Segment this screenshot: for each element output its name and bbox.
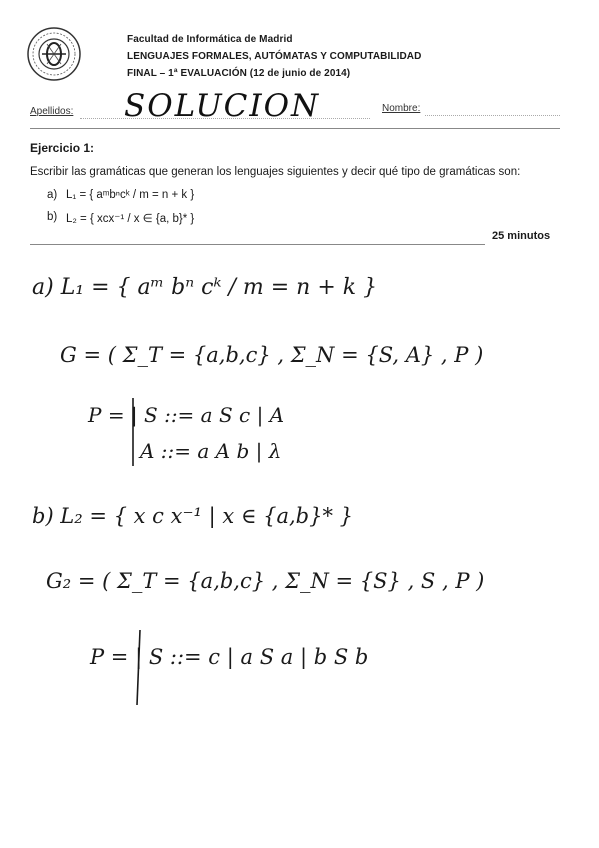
- svg-text:SOLUCION: SOLUCION: [124, 88, 321, 124]
- exercise-statement: Escribir las gramáticas que generan los lenguajes siguientes y decir qué tipo de gramáticas son:: [30, 166, 521, 178]
- item-b-marker: b): [47, 211, 58, 223]
- name-label: Nombre:: [382, 103, 421, 114]
- solution-a-prod2: A ::= a A b | λ: [140, 439, 282, 463]
- solution-a-language: a) L₁ = { aᵐ bⁿ cᵏ / m = n + k }: [32, 275, 378, 300]
- solution-a-grammar: G = ( Σ_T = {a,b,c} , Σ_N = {S, A} , P ): [60, 343, 484, 367]
- course-title: LENGUAJES FORMALES, AUTÓMATAS Y COMPUTABILIDAD: [127, 51, 422, 62]
- exam-title: FINAL – 1ª EVALUACIÓN (12 de junio de 2014): [127, 68, 351, 79]
- solution-a-prod1: P = | S ::= a S c | A: [88, 403, 285, 427]
- time-limit: 25 minutos: [492, 230, 551, 242]
- solution-b-grammar: G₂ = ( Σ_T = {a,b,c} , Σ_N = {S} , S , P ): [46, 569, 485, 593]
- exercise-title: Ejercicio 1:: [30, 141, 95, 155]
- solution-b-prod: P = | S ::= c | a S a | b S b: [90, 645, 369, 669]
- faculty-name: Facultad de Informática de Madrid: [127, 34, 293, 45]
- solution-b-language: b) L₂ = { x c x⁻¹ | x ∈ {a,b}* }: [32, 504, 354, 528]
- item-b-text: L₂ = { xcx⁻¹ / x ∈ {a, b}* }: [66, 213, 195, 225]
- item-a-text: L₁ = { aᵐbⁿcᵏ / m = n + k }: [66, 189, 195, 201]
- surname-label: Apellidos:: [30, 106, 74, 117]
- item-a-marker: a): [47, 189, 58, 201]
